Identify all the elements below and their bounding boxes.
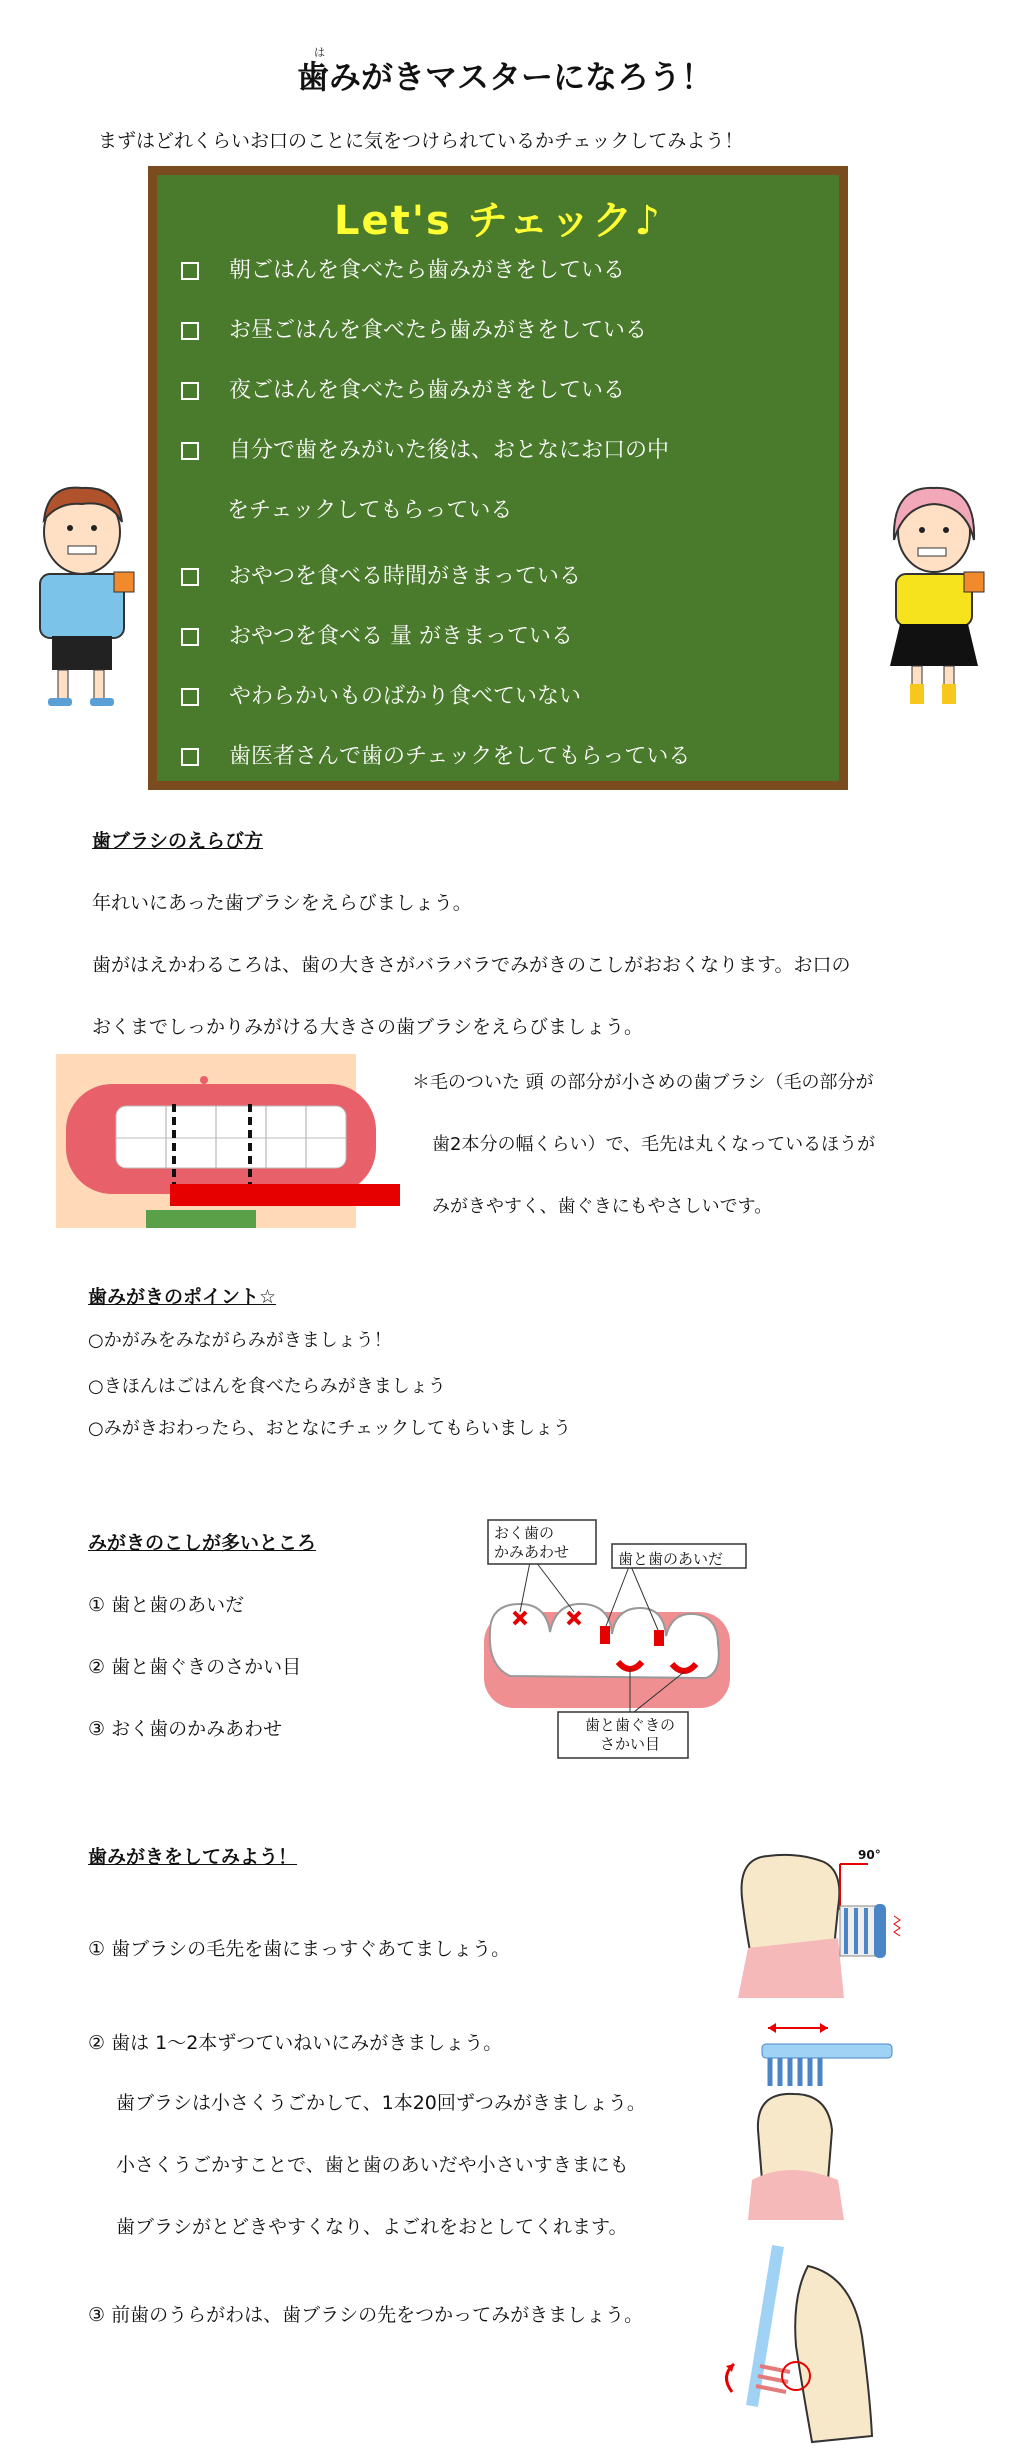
- checklist-item-text: おやつを食べる時間がきまっている: [229, 564, 582, 589]
- intro-text: まずはどれくらいお口のことに気をつけられているかチェックしてみよう！: [98, 130, 744, 152]
- front-teeth-brush-illustration: [712, 2236, 892, 2446]
- page-title: 歯みがきマスターになろう！: [296, 58, 713, 96]
- point-item: ○みがきおわったら、おとなにチェックしてもらいましょう: [88, 1418, 571, 1439]
- checklist-item-text: 歯医者さんで歯のチェックをしてもらっている: [229, 744, 691, 769]
- checklist-item-text: 夜ごはんを食べたら歯みがきをしている: [229, 378, 626, 403]
- title-ruby: は: [314, 46, 325, 59]
- checklist-item: [181, 373, 625, 404]
- checklist-item-continued: [181, 493, 512, 524]
- toothbrush-line: おくまでしっかりみがける大きさの歯ブラシをえらびましょう。: [92, 1016, 644, 1038]
- checklist-board: [148, 166, 848, 790]
- checkbox[interactable]: [181, 568, 199, 586]
- point-item: ○きほんはごはんを食べたらみがきましょう: [88, 1376, 446, 1397]
- checkbox[interactable]: [181, 442, 199, 460]
- brush-scrub-illustration: [748, 2010, 898, 2220]
- checklist-item-text: 朝ごはんを食べたら歯みがきをしている: [229, 258, 626, 283]
- checkbox[interactable]: [181, 628, 199, 646]
- checklist-item: [181, 559, 581, 590]
- step-1: ① 歯ブラシの毛先を歯にまっすぐあてましょう。: [88, 1938, 511, 1960]
- note-line: 歯2本分の幅くらい）で、毛先は丸くなっているほうが: [432, 1134, 876, 1155]
- toothbrush-line: 歯がはえかわるころは、歯の大きさがバラバラでみがきのこしがおおくなります。お口の: [92, 954, 851, 976]
- checklist-item: [181, 253, 625, 284]
- practice-heading: 歯みがきをしてみよう！: [88, 1846, 298, 1868]
- note-line: みがきやすく、歯ぐきにもやさしいです。: [432, 1196, 773, 1217]
- checklist-item-text: おやつを食べる 量 がきまっている: [229, 624, 573, 649]
- point-item: ○かがみをみながらみがきましょう！: [88, 1330, 392, 1351]
- checklist-item: [181, 433, 669, 464]
- label-back-teeth: おく歯の かみあわせ: [494, 1524, 570, 1561]
- toothbrush-line: 年れいにあった歯ブラシをえらびましょう。: [92, 892, 472, 914]
- toothbrush-heading: 歯ブラシのえらび方: [92, 830, 264, 852]
- girl-brushing-illustration: [870, 470, 998, 710]
- checklist-item: [181, 313, 647, 344]
- checklist-item-text: お昼ごはんを食べたら歯みがきをしている: [229, 318, 648, 343]
- step-2-detail: 歯ブラシは小さくうごかして、1本20回ずつみがきましょう。: [116, 2092, 646, 2114]
- brush-angle-illustration: [728, 1838, 908, 1998]
- checkbox[interactable]: [181, 382, 199, 400]
- step-2: ② 歯は 1～2本ずつていねいにみがきましょう。: [88, 2032, 503, 2054]
- note-line: ＊毛のついた 頭 の部分が小さめの歯ブラシ（毛の部分が: [412, 1072, 874, 1093]
- missed-item: ① 歯と歯のあいだ: [88, 1594, 245, 1616]
- step-2-detail: 歯ブラシがとどきやすくなり、よごれをおとしてくれます。: [116, 2216, 628, 2238]
- child-teeth-brush-illustration: [56, 1054, 410, 1228]
- checkbox[interactable]: [181, 262, 199, 280]
- checklist-item: [181, 679, 581, 710]
- step-2-detail: 小さくうごかすことで、歯と歯のあいだや小さいすきまにも: [116, 2154, 629, 2176]
- checkbox[interactable]: [181, 322, 199, 340]
- checklist-item: [181, 739, 690, 770]
- checklist-item: [181, 619, 573, 650]
- checklist-item-text: やわらかいものばかり食べていない: [229, 684, 582, 709]
- label-between-teeth: 歯と歯のあいだ: [618, 1550, 724, 1568]
- checklist-item-text: をチェックしてもらっている: [227, 498, 513, 523]
- points-heading: 歯みがきのポイント☆: [88, 1286, 277, 1308]
- checkbox[interactable]: [181, 688, 199, 706]
- boy-brushing-illustration: [18, 470, 146, 710]
- checkbox[interactable]: [181, 748, 199, 766]
- missed-item: ③ おく歯のかみあわせ: [88, 1718, 283, 1740]
- missed-item: ② 歯と歯ぐきのさかい目: [88, 1656, 302, 1678]
- step-3: ③ 前歯のうらがわは、歯ブラシの先をつかってみがきましょう。: [88, 2304, 644, 2326]
- label-gum-line: 歯と歯ぐきの さかい目: [584, 1716, 675, 1753]
- angle-label: 90°: [858, 1848, 881, 1862]
- missed-heading: みがきのこしが多いところ: [88, 1532, 317, 1554]
- checklist-item-text: 自分で歯をみがいた後は、おとなにお口の中: [229, 438, 670, 463]
- checklist-heading: Let's チェック♪: [333, 198, 663, 244]
